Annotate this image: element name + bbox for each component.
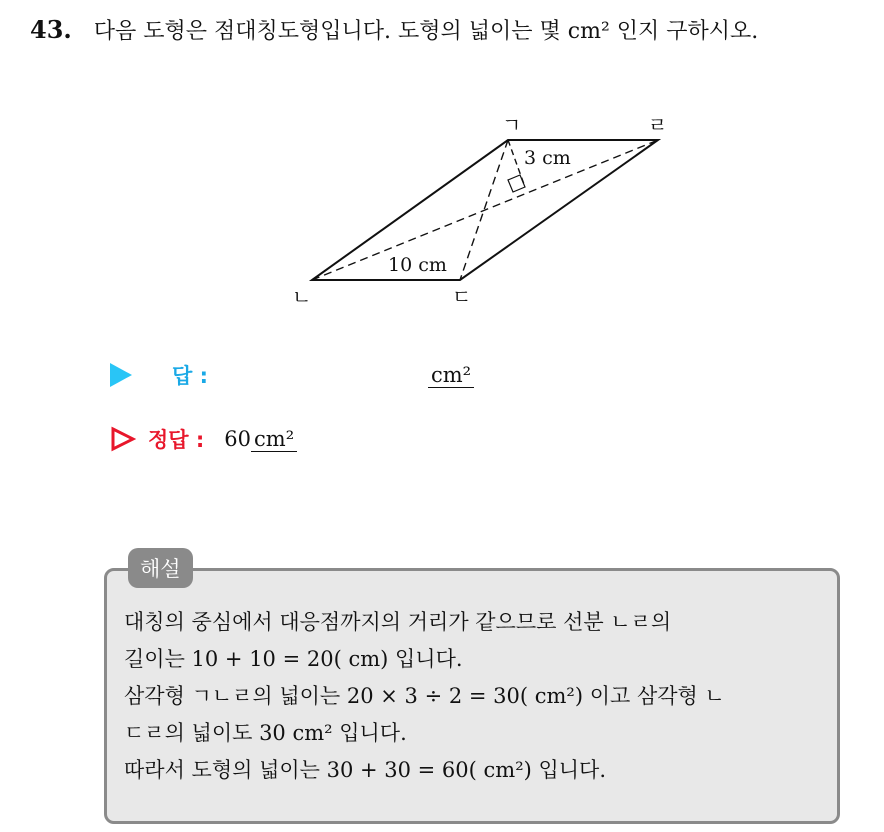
question [30,14,870,48]
parallelogram-figure [280,108,700,313]
height-label: 3 cm [524,147,571,169]
vertex-label-g: ㄱ [502,113,522,137]
diagonal-label: 10 cm [388,254,447,276]
solution-line: 대칭의 중심에서 대응점까지의 거리가 같으므로 선분 ㄴㄹ의 [124,610,672,634]
question-number: 43. [30,15,72,44]
outline-arrow-icon [110,426,136,452]
vertex-label-r: ㄹ [648,113,668,137]
solution-line: 길이는 10 + 10 = 20( cm) 입니다. [124,647,463,671]
correct-label: 정답 : [148,428,205,452]
correct-answer-row [110,422,297,456]
answer-row [110,358,474,392]
correct-value: 60 [224,427,252,451]
right-angle-marker [508,175,525,192]
answer-label: 답 : [172,364,208,388]
answer-unit: cm² [428,363,474,388]
vertex-label-n: ㄴ [292,285,312,309]
vertex-label-d: ㄷ [452,285,472,309]
diagonal-n-r [312,140,658,280]
solution-line: 삼각형 ㄱㄴㄹ의 넓이는 20 × 3 ÷ 2 = 30( cm²) 이고 삼각형 ㄴ [124,684,725,708]
solution-line: ㄷㄹ의 넓이도 30 cm² 입니다. [124,721,407,745]
question-text: 다음 도형은 점대칭도형입니다. 도형의 넓이는 몇 cm² 인지 구하시오. [93,19,759,44]
play-arrow-icon [110,363,132,387]
solution-line: 따라서 도형의 넓이는 30 + 30 = 60( cm²) 입니다. [124,758,607,782]
solution-text [124,604,824,789]
correct-unit: cm² [251,427,297,452]
solution-tag: 해설 [128,548,193,588]
